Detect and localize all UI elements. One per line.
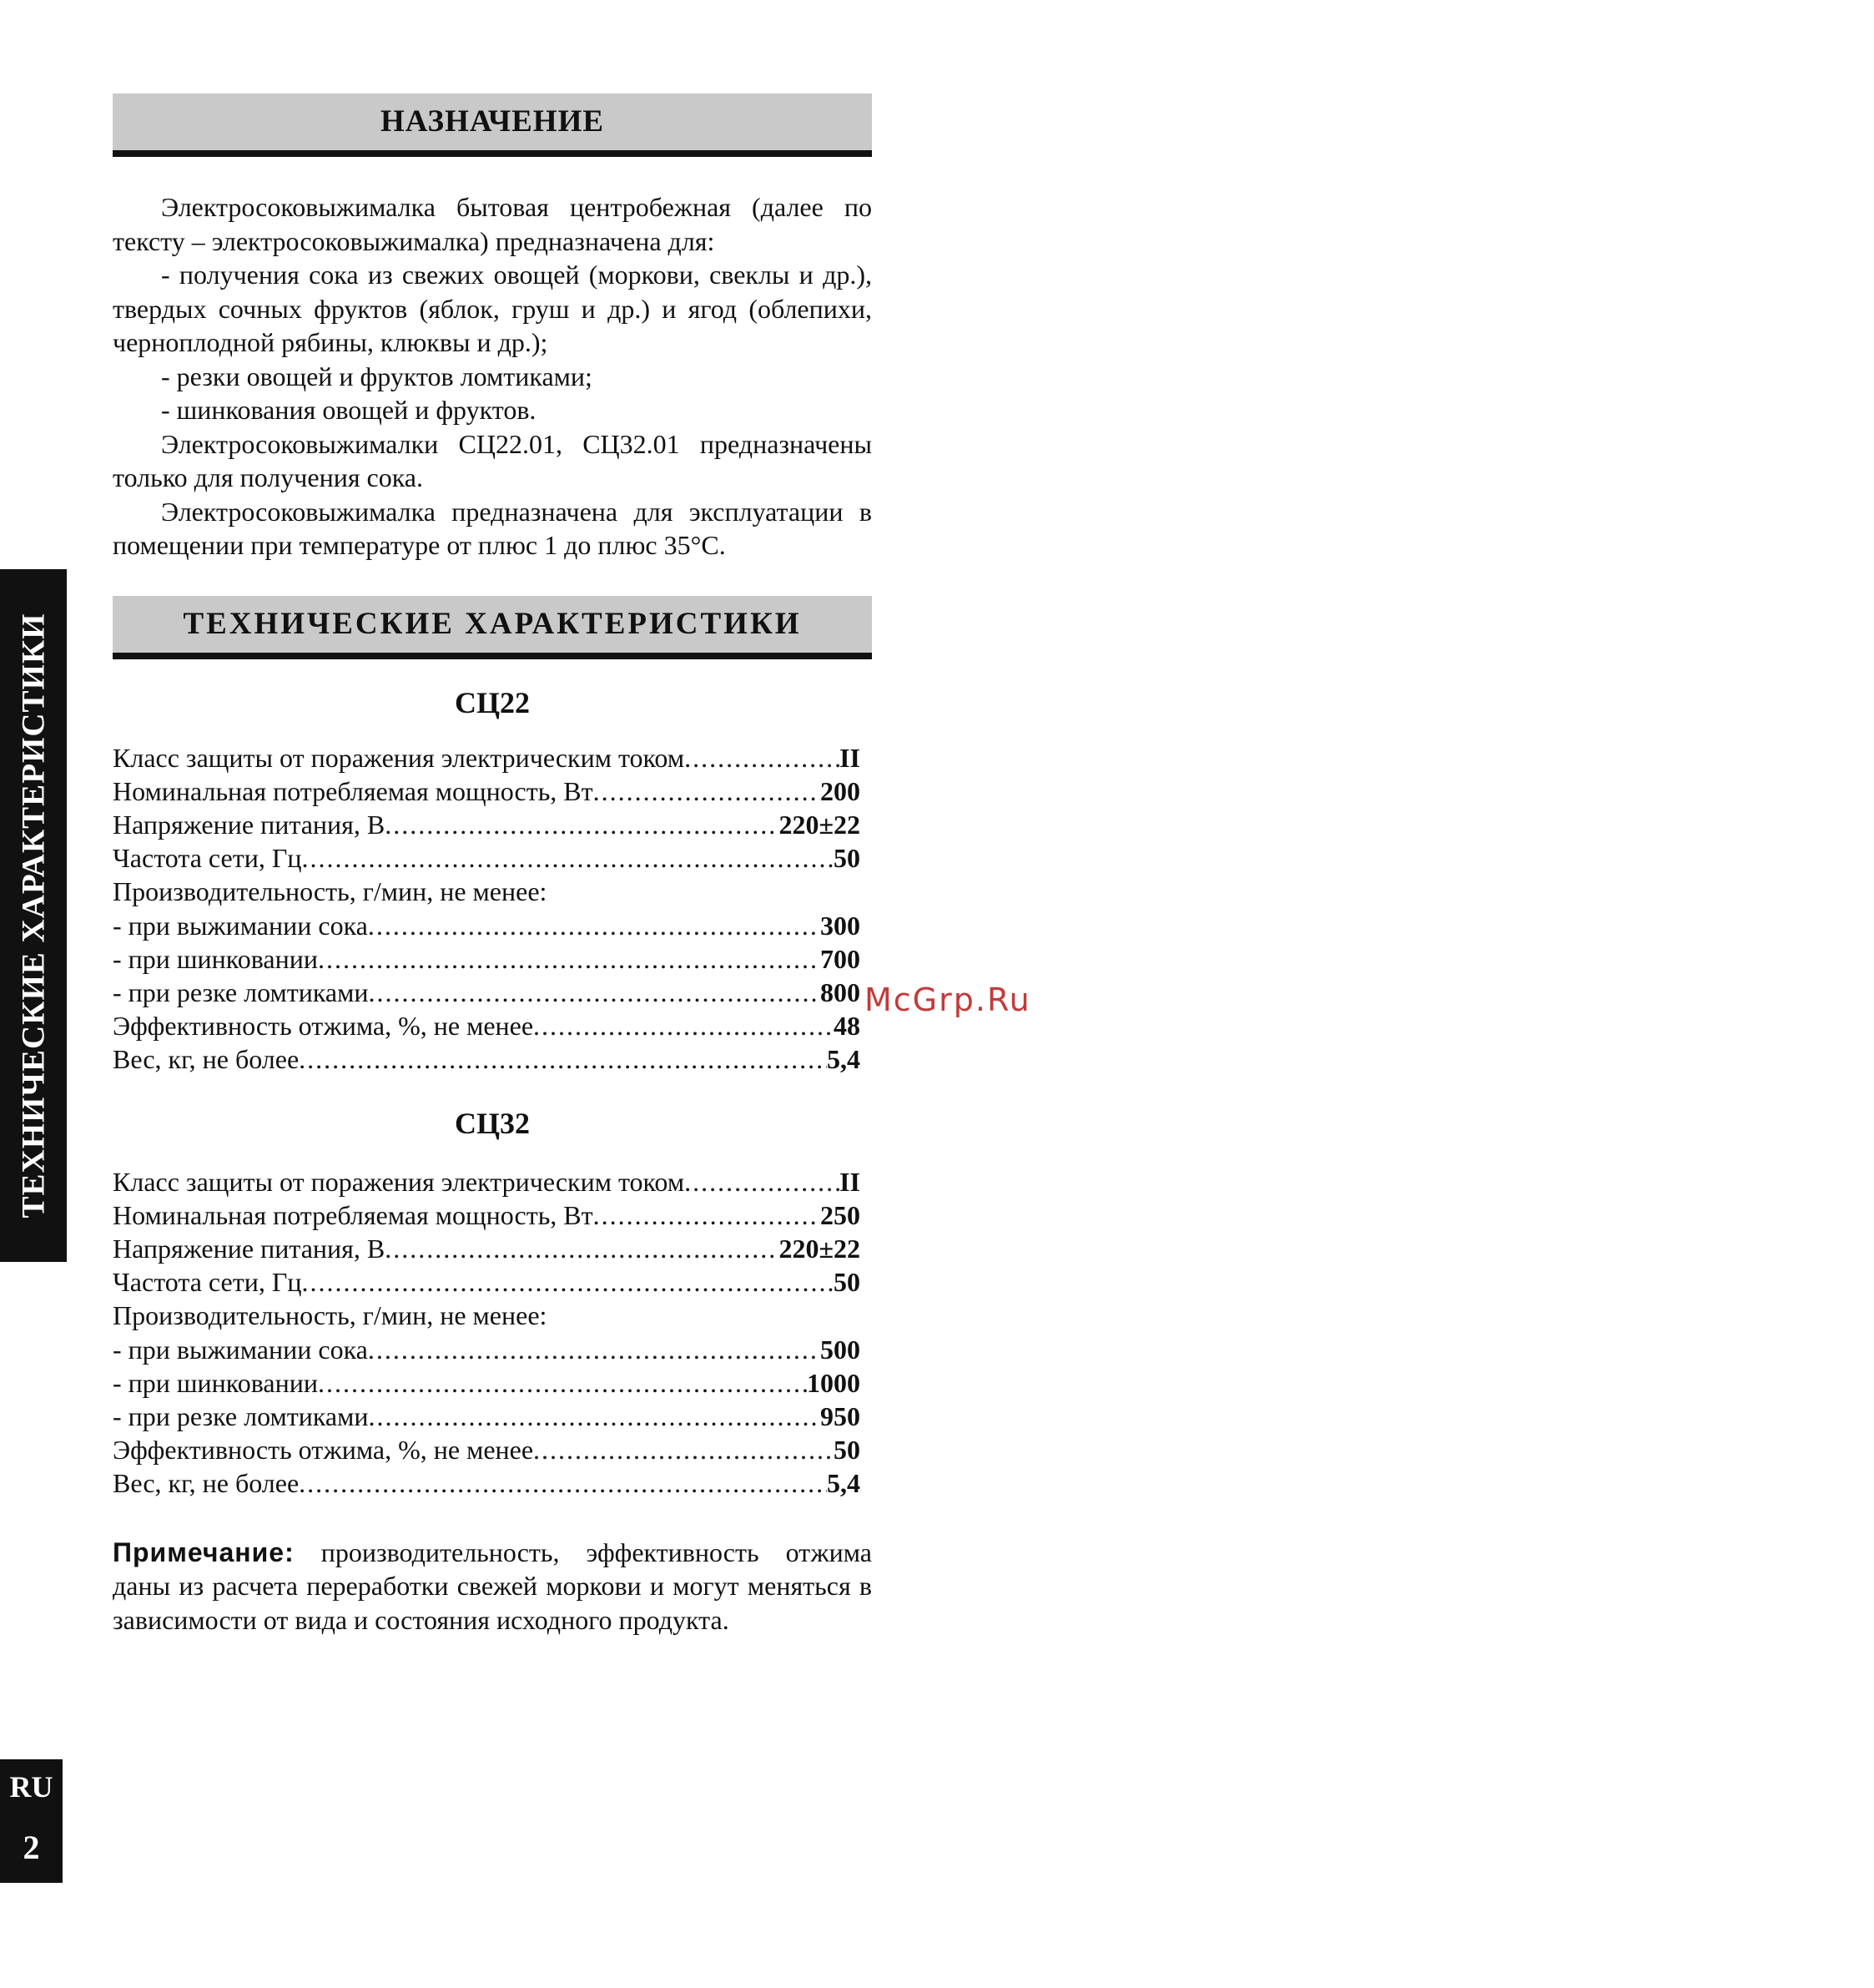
- spec-row: [113, 741, 860, 775]
- spec-value: 5,4: [827, 1468, 860, 1499]
- spec-label: Производительность, г/мин, не менее:: [113, 1300, 547, 1331]
- note-label: Примечание:: [113, 1536, 295, 1567]
- spec-label: Номинальная потребляемая мощность, Вт: [113, 775, 593, 806]
- purpose-paragraph: Электросоковыжималка предназначена для эксплуатации в помещении при температуре от плюс 1 до плюс 35°С.: [113, 496, 872, 560]
- spec-label: Частота сети, Гц: [113, 843, 302, 874]
- purpose-paragraph: Электросоковыжималка бытовая центробежная (далее по тексту – электросоковыжималка) предназначена для:: [113, 192, 872, 256]
- spec-value: II: [839, 1166, 860, 1197]
- spec-row: [113, 1198, 860, 1232]
- spec-value: 220±22: [778, 809, 860, 840]
- spec-row: [113, 841, 860, 875]
- spec-label: Класс защиты от поражения электрическим током: [113, 1166, 685, 1197]
- spec-row: [113, 1009, 860, 1042]
- spec-value: 1000: [807, 1367, 860, 1398]
- model-title-sc32: СЦ32: [455, 1106, 530, 1140]
- main-column: [113, 93, 872, 1637]
- spec-label: Эффективность отжима, %, не менее: [113, 1011, 534, 1042]
- spec-list-sc32: [113, 1165, 860, 1501]
- spec-row: [113, 909, 860, 942]
- page-marker: [0, 1759, 63, 1883]
- spec-value: II: [839, 742, 860, 773]
- spec-label: Производительность, г/мин, не менее:: [113, 876, 547, 907]
- spec-label: Номинальная потребляемая мощность, Вт: [113, 1199, 593, 1230]
- spec-row: [113, 976, 860, 1009]
- spec-row: [113, 1042, 860, 1076]
- spec-label: Эффективность отжима, %, не менее: [113, 1435, 534, 1466]
- spec-row: [113, 942, 860, 976]
- spec-value: 50: [834, 1267, 860, 1298]
- spec-value: 200: [820, 775, 860, 806]
- spec-value: 700: [820, 943, 860, 974]
- spec-list-sc22: [113, 741, 860, 1077]
- purpose-bullet: - шинкования овощей и фруктов.: [161, 395, 537, 425]
- spec-row: [113, 1433, 860, 1466]
- note-text: производительность, эффективность отжима даны из расчета переработки свежей моркови и могут меняться в зависимости от вида и состояния исходного продукта.: [113, 1536, 873, 1635]
- spec-row: [113, 1165, 860, 1198]
- side-section-tab: [0, 569, 67, 1262]
- spec-value: 800: [820, 976, 860, 1007]
- spec-row: [113, 1232, 860, 1265]
- purpose-bullet: - получения сока из свежих овощей (моркови, свеклы и др.), твердых сочных фруктов (яблок, груш и др.) и ягод (облепихи, черноплодной рябины, клюквы и др.);: [113, 260, 872, 357]
- spec-label: - при выжимании сока: [113, 1334, 368, 1365]
- spec-group-heading: [113, 875, 860, 908]
- spec-label: - при выжимании сока: [113, 910, 368, 941]
- spec-label: Вес, кг, не более: [113, 1468, 300, 1499]
- purpose-bullet: - резки овощей и фруктов ломтиками;: [161, 361, 592, 391]
- spec-label: Частота сети, Гц: [113, 1267, 302, 1298]
- purpose-paragraph: Электросоковыжималки СЦ22.01, СЦ32.01 предназначены только для получения сока.: [113, 428, 872, 492]
- spec-row: [113, 775, 860, 808]
- language-label: RU: [9, 1770, 53, 1804]
- spec-group-heading: [113, 1299, 860, 1332]
- spec-row: [113, 1333, 860, 1366]
- spec-value: 220±22: [778, 1233, 860, 1264]
- spec-value: 500: [820, 1334, 860, 1365]
- spec-value: 950: [820, 1400, 860, 1431]
- spec-value: 50: [834, 843, 860, 874]
- spec-row: [113, 1265, 860, 1299]
- spec-label: - при резке ломтиками: [113, 1400, 369, 1431]
- model-title-sc22: СЦ22: [455, 685, 530, 719]
- spec-row: [113, 808, 860, 841]
- specs-heading: ТЕХНИЧЕСКИЕ ХАРАКТЕРИСТИКИ: [113, 596, 872, 659]
- purpose-heading: НАЗНАЧЕНИЕ: [113, 93, 872, 157]
- spec-row: [113, 1366, 860, 1400]
- note: [113, 1536, 872, 1637]
- spec-label: - при шинковании: [113, 1367, 318, 1398]
- watermark: McGrp.Ru: [864, 981, 1031, 1018]
- spec-value: 50: [834, 1435, 860, 1466]
- purpose-text: [113, 190, 872, 563]
- spec-value: 5,4: [827, 1044, 860, 1075]
- spec-label: Класс защиты от поражения электрическим током: [113, 742, 685, 773]
- spec-value: 300: [820, 910, 860, 941]
- spec-label: - при шинковании: [113, 943, 318, 974]
- side-section-tab-label: ТЕХНИЧЕСКИЕ ХАРАКТЕРИСТИКИ: [15, 613, 52, 1219]
- spec-value: 48: [834, 1011, 860, 1042]
- spec-row: [113, 1400, 860, 1433]
- spec-label: Напряжение питания, В: [113, 809, 385, 840]
- spec-label: Вес, кг, не более: [113, 1044, 300, 1075]
- spec-label: - при резке ломтиками: [113, 976, 369, 1007]
- spec-label: Напряжение питания, В: [113, 1233, 385, 1264]
- page-number: 2: [23, 1829, 40, 1866]
- spec-value: 250: [820, 1199, 860, 1230]
- spec-row: [113, 1466, 860, 1500]
